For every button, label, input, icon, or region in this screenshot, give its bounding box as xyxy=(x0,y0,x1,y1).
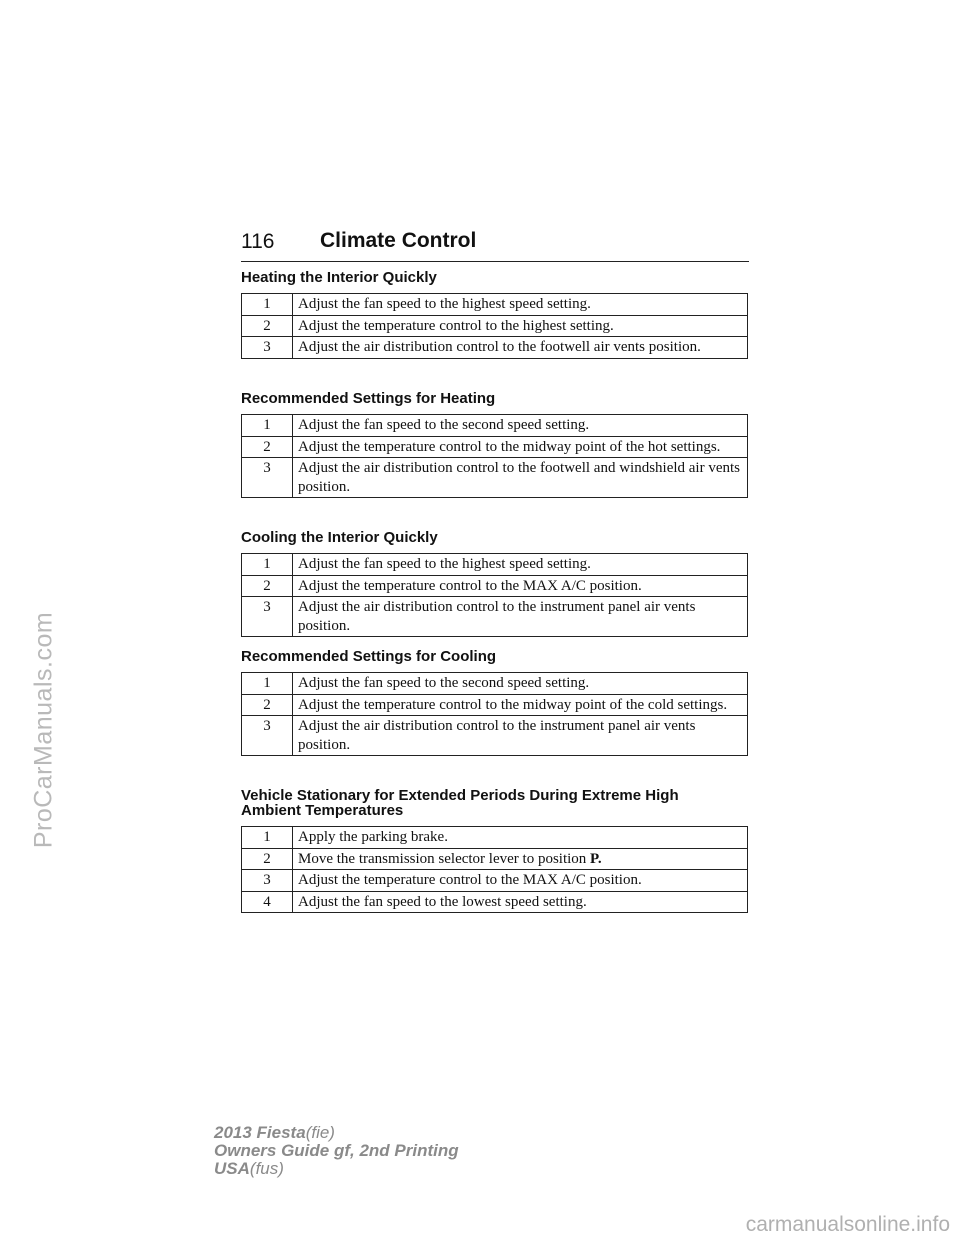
footer-guide: Owners Guide gf, 2nd Printing xyxy=(214,1141,459,1160)
steps-table xyxy=(241,553,748,637)
step-number: 1 xyxy=(242,554,293,576)
table-row xyxy=(242,597,748,637)
table-row xyxy=(242,891,748,913)
step-text-body: Move the transmission selector lever to position xyxy=(298,850,587,867)
step-number: 3 xyxy=(242,597,293,637)
table-row xyxy=(242,870,748,892)
step-text: Adjust the temperature control to the MAX A/C position. xyxy=(293,575,748,597)
table-row xyxy=(242,458,748,498)
step-number: 1 xyxy=(242,673,293,695)
table-row xyxy=(242,716,748,756)
step-text: Adjust the fan speed to the lowest speed setting. xyxy=(293,891,748,913)
section-title: Recommended Settings for Cooling xyxy=(241,648,497,665)
footer-line-guide xyxy=(214,1142,459,1160)
section-title: Recommended Settings for Heating xyxy=(241,390,496,407)
step-number: 1 xyxy=(242,415,293,437)
table-row xyxy=(242,673,748,695)
table-row xyxy=(242,337,748,359)
section-title: Cooling the Interior Quickly xyxy=(241,529,438,546)
step-number: 1 xyxy=(242,827,293,849)
chapter-title: Climate Control xyxy=(320,229,477,252)
table-row xyxy=(242,315,748,337)
footer-market: USA xyxy=(214,1159,250,1178)
step-number: 2 xyxy=(242,694,293,716)
step-text xyxy=(293,848,748,870)
step-number: 3 xyxy=(242,870,293,892)
page-header xyxy=(241,228,749,262)
side-watermark xyxy=(0,0,80,1242)
table-row xyxy=(242,415,748,437)
step-text: Adjust the temperature control to the highest setting. xyxy=(293,315,748,337)
section-title: Heating the Interior Quickly xyxy=(241,269,437,286)
step-text: Apply the parking brake. xyxy=(293,827,748,849)
section-heating-quickly xyxy=(241,270,749,359)
step-text: Adjust the air distribution control to the instrument panel air vents position. xyxy=(293,597,748,637)
table-row xyxy=(242,575,748,597)
section-recommended-cooling xyxy=(241,649,749,756)
table-row xyxy=(242,554,748,576)
step-text: Adjust the fan speed to the highest speed setting. xyxy=(293,554,748,576)
step-text: Adjust the air distribution control to the instrument panel air vents position. xyxy=(293,716,748,756)
page-number: 116 xyxy=(241,230,275,253)
step-text: Adjust the temperature control to the midway point of the cold settings. xyxy=(293,694,748,716)
footer-market-code: (fus) xyxy=(249,1159,284,1178)
gear-position-p: P. xyxy=(590,850,602,867)
step-text: Adjust the air distribution control to the footwell and windshield air vents position. xyxy=(293,458,748,498)
steps-table xyxy=(241,414,748,498)
steps-table xyxy=(241,293,748,359)
step-number: 3 xyxy=(242,337,293,359)
step-text: Adjust the temperature control to the midway point of the hot settings. xyxy=(293,436,748,458)
document-footer xyxy=(214,1124,459,1178)
step-number: 2 xyxy=(242,848,293,870)
footer-model: 2013 Fiesta xyxy=(214,1123,306,1142)
step-number: 2 xyxy=(242,436,293,458)
footer-line-market xyxy=(214,1160,459,1178)
section-cooling-quickly xyxy=(241,530,749,637)
step-number: 1 xyxy=(242,294,293,316)
step-text: Adjust the temperature control to the MAX A/C position. xyxy=(293,870,748,892)
section-recommended-heating xyxy=(241,391,749,498)
steps-table xyxy=(241,826,748,913)
footer-model-code: (fie) xyxy=(305,1123,335,1142)
step-number: 3 xyxy=(242,458,293,498)
table-row xyxy=(242,694,748,716)
side-watermark-text: ProCarManuals.com xyxy=(29,611,58,849)
step-number: 3 xyxy=(242,716,293,756)
table-row xyxy=(242,294,748,316)
step-text: Adjust the fan speed to the second speed setting. xyxy=(293,415,748,437)
step-text: Adjust the fan speed to the second speed setting. xyxy=(293,673,748,695)
footer-line-model xyxy=(214,1124,459,1142)
steps-table xyxy=(241,672,748,756)
table-row xyxy=(242,827,748,849)
section-vehicle-stationary xyxy=(241,788,749,913)
step-number: 4 xyxy=(242,891,293,913)
step-text: Adjust the air distribution control to the footwell air vents position. xyxy=(293,337,748,359)
step-number: 2 xyxy=(242,315,293,337)
bottom-watermark: carmanualsonline.info xyxy=(745,1213,950,1236)
step-text: Adjust the fan speed to the highest speed setting. xyxy=(293,294,748,316)
step-number: 2 xyxy=(242,575,293,597)
table-row xyxy=(242,848,748,870)
table-row xyxy=(242,436,748,458)
section-title: Vehicle Stationary for Extended Periods During Extreme High Ambient Temperatures xyxy=(241,787,679,819)
